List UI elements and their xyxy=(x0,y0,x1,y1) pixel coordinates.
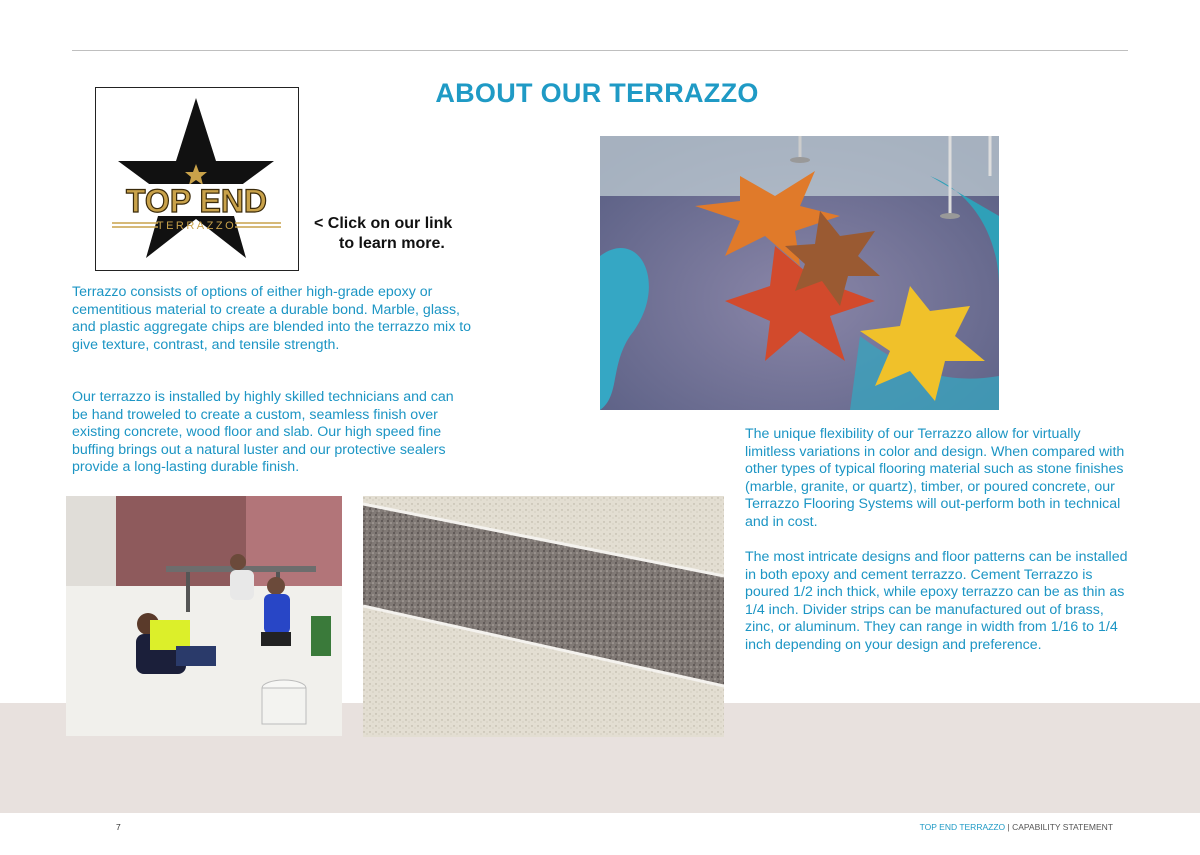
footer-separator: | xyxy=(1005,822,1013,832)
logo-link[interactable] xyxy=(95,87,299,271)
intro-paragraph: Terrazzo consists of options of either high-grade epoxy or cementitious material to create a durable bond. Marble, glass, and plastic aggregate chips are blended into the terrazzo mix to give texture, contrast, and tensile strength. xyxy=(72,284,472,353)
link-note-line2: to learn more. xyxy=(339,235,445,252)
footer-brand: TOP END TERRAZZO xyxy=(919,822,1006,832)
terrazzo-closeup-photo xyxy=(363,496,724,737)
link-note-line1: < Click on our link xyxy=(314,215,453,232)
footer-label xyxy=(920,822,1113,832)
logo-wordmark: TOP END xyxy=(125,183,268,219)
top-divider xyxy=(72,50,1128,51)
installers-at-work-photo xyxy=(66,496,342,736)
page-title: ABOUT OUR TERRAZZO xyxy=(435,78,759,108)
learn-more-link[interactable] xyxy=(314,214,452,254)
top-end-terrazzo-logo xyxy=(96,88,297,269)
footer-doc-title: CAPABILITY STATEMENT xyxy=(1012,822,1113,832)
installation-paragraph: Our terrazzo is installed by highly skilled technicians and can be hand troweled to create a custom, seamless finish over existing concrete, wood floor and slab. Our high speed fine buffing brings out a natural luster and our protective sealers provide a long-lasting durable finish. xyxy=(72,389,454,476)
logo-subtitle: TERRAZZO xyxy=(156,220,237,232)
flexibility-paragraph: The unique flexibility of our Terrazzo allow for virtually limitless variations in color and design. When compared with other types of typical flooring material such as stone finishes (marble, granite, or quartz), timber, or poured concrete, our Terrazzo Flooring Systems will out-perform both in technical and in cost. xyxy=(745,426,1125,530)
page-number: 7 xyxy=(116,822,121,832)
terrazzo-floor-design-photo xyxy=(600,136,999,410)
designs-paragraph: The most intricate designs and floor patterns can be installed in both epoxy and cement terrazzo. Cement Terrazzo is poured 1/2 inch thick, while epoxy terrazzo can be as thin as 1/4 inch. Divider strips can be manufactured out of brass, zinc, or aluminum. They can range in width from 1/16 to 1/4 inch depending on your design and preference. xyxy=(745,549,1128,653)
